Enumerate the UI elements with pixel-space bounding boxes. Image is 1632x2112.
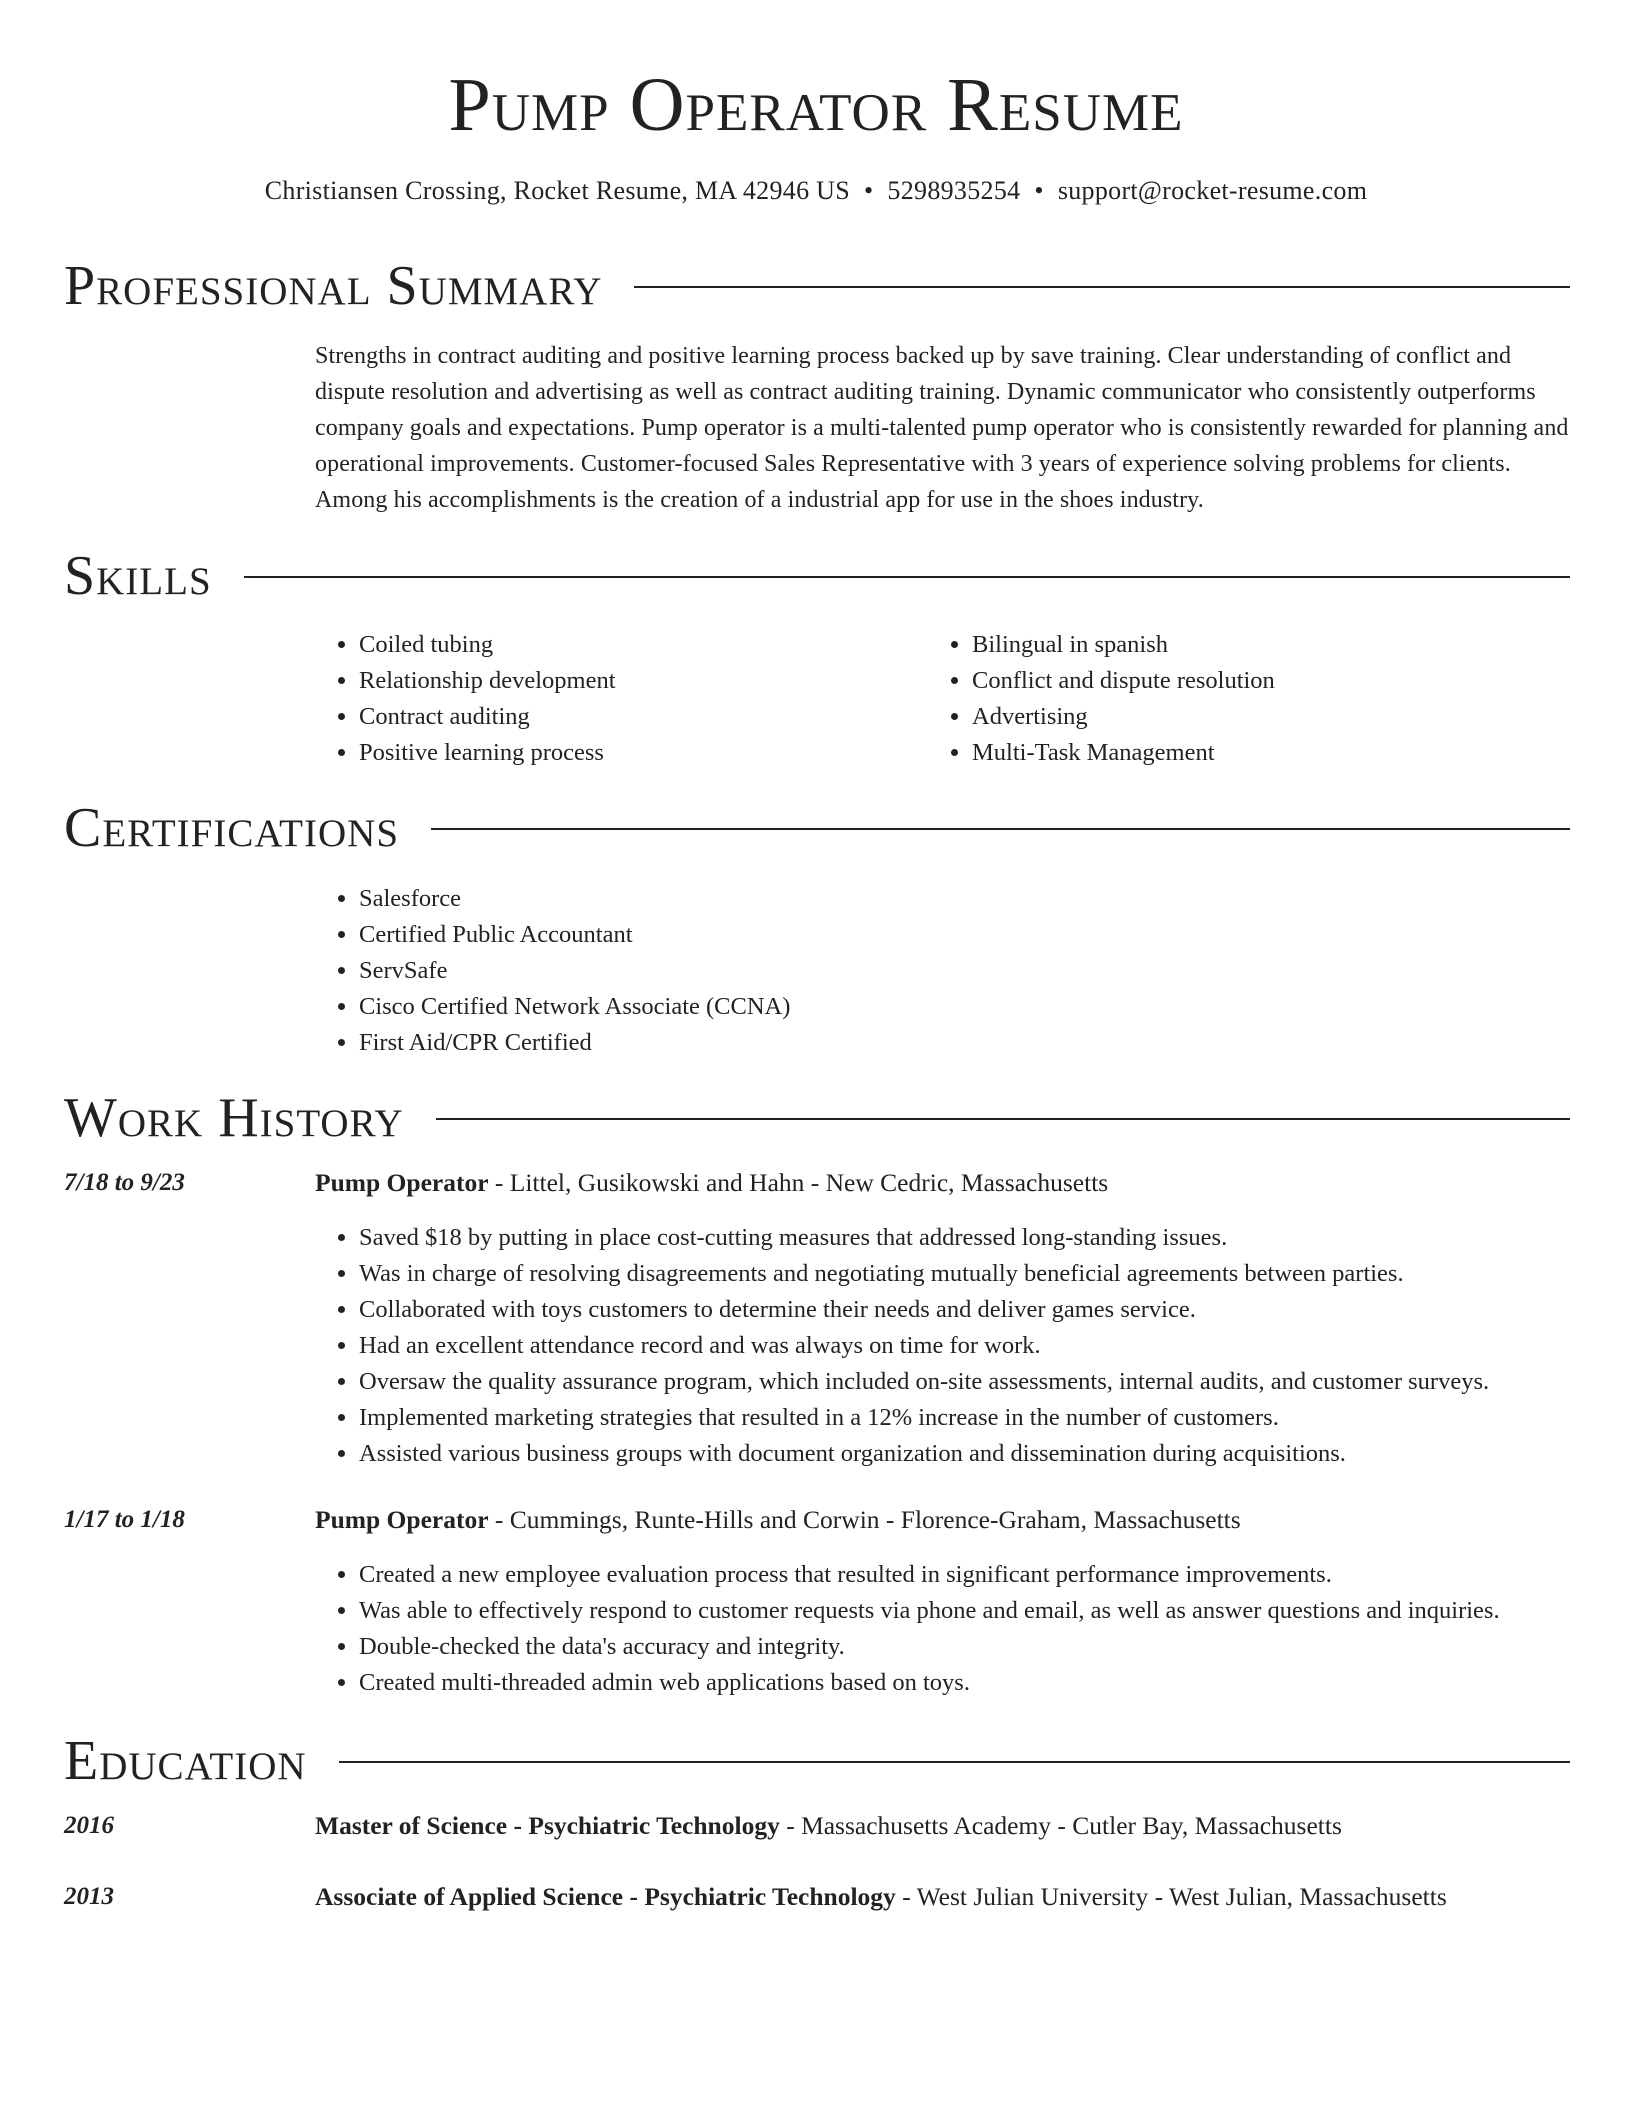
education-degree: Associate of Applied Science - Psychiatric Technology (315, 1882, 896, 1911)
job-bullet: • Oversaw the quality assurance program, which included on-site assessments, internal audits, and customer surveys. (359, 1364, 1489, 1400)
education-degree: Master of Science - Psychiatric Technology (315, 1811, 780, 1840)
education-school-location: - Massachusetts Academy - Cutler Bay, Massachusetts (779, 1811, 1342, 1840)
education-year: 2016 (64, 1812, 114, 1839)
certifications-section-header (64, 796, 1570, 860)
skill-item: • Conflict and dispute resolution (972, 663, 1528, 699)
section-divider (436, 1118, 1570, 1120)
job-bullet: • Was able to effectively respond to customer requests via phone and email, as well as answer questions and inquiries. (359, 1593, 1500, 1629)
section-divider (339, 1761, 1570, 1763)
certification-item: • Certified Public Accountant (359, 917, 790, 953)
section-title-education: Education (64, 1730, 307, 1792)
skills-list-right (928, 627, 1528, 771)
skill-item: • Relationship development (359, 663, 915, 699)
certifications-list (315, 881, 790, 1061)
contact-address: Christiansen Crossing, Rocket Resume, MA 42946 US (264, 176, 851, 205)
contact-separator: • (864, 176, 874, 205)
skill-item: • Contract auditing (359, 699, 915, 735)
education-year: 2013 (64, 1883, 114, 1910)
skill-item: • Coiled tubing (359, 627, 915, 663)
education-school-location: - West Julian University - West Julian, Massachusetts (895, 1882, 1447, 1911)
section-divider (634, 286, 1570, 288)
skills-section-header (64, 544, 1570, 608)
contact-line (0, 174, 1632, 208)
job-bullet: • Implemented marketing strategies that resulted in a 12% increase in the number of customers. (359, 1400, 1489, 1436)
skills-list-left (315, 627, 915, 771)
skill-item: • Advertising (972, 699, 1528, 735)
section-title-skills: Skills (64, 545, 212, 607)
section-title-work-history: Work History (64, 1087, 404, 1149)
resume-title: Pump Operator Resume (448, 63, 1184, 147)
section-title-summary: Professional Summary (64, 255, 603, 317)
job-bullet: • Collaborated with toys customers to determine their needs and deliver games service. (359, 1292, 1489, 1328)
education-entry (315, 1809, 1342, 1843)
job-employer-location: - Cummings, Runte-Hills and Corwin - Florence-Graham, Massachusetts (488, 1505, 1241, 1534)
job-bullet: • Created a new employee evaluation process that resulted in significant performance improvements. (359, 1557, 1500, 1593)
summary-section-header (64, 254, 1570, 318)
work-history-section-header (64, 1086, 1570, 1150)
job-responsibilities (315, 1557, 1500, 1701)
job-title: Pump Operator (315, 1168, 489, 1197)
certification-item: • Cisco Certified Network Associate (CCNA) (359, 989, 790, 1025)
job-bullet: • Assisted various business groups with document organization and dissemination during acquisitions. (359, 1436, 1489, 1472)
job-bullet: • Created multi-threaded admin web applications based on toys. (359, 1665, 1500, 1701)
certification-item: • First Aid/CPR Certified (359, 1025, 790, 1061)
job-dates: 7/18 to 9/23 (64, 1169, 185, 1196)
education-entry (315, 1880, 1447, 1914)
job-heading (315, 1166, 1108, 1200)
section-divider (431, 828, 1570, 830)
summary-text: Strengths in contract auditing and positive learning process backed up by save training. Clear understanding of conflict and dispute resolution and advertising as well as contract auditing training. Dynamic communicator who consistently outperforms company goals and expectations. Pump operator is a multi-talented pump operator who is consistently rewarded for planning and operational improvements. Customer-focused Sales Representative with 3 years of experience solving problems for clients. Among his accomplishments is the creation of a industrial app for use in the shoes industry. (315, 343, 1569, 513)
job-bullet: • Had an excellent attendance record and was always on time for work. (359, 1328, 1489, 1364)
job-responsibilities (315, 1220, 1489, 1472)
section-divider (244, 576, 1570, 578)
job-heading (315, 1503, 1241, 1537)
skill-item: • Positive learning process (359, 735, 915, 771)
certification-item: • ServSafe (359, 953, 790, 989)
skill-item: • Bilingual in spanish (972, 627, 1528, 663)
contact-separator: • (1034, 176, 1044, 205)
skill-item: • Multi-Task Management (972, 735, 1528, 771)
job-employer-location: - Littel, Gusikowski and Hahn - New Cedric, Massachusetts (488, 1168, 1109, 1197)
section-title-certifications: Certifications (64, 797, 400, 859)
contact-email: support@rocket-resume.com (1057, 176, 1368, 205)
job-bullet: • Saved $18 by putting in place cost-cutting measures that addressed long-standing issues. (359, 1220, 1489, 1256)
education-section-header (64, 1729, 1570, 1793)
certification-item: • Salesforce (359, 881, 790, 917)
job-bullet: • Was in charge of resolving disagreements and negotiating mutually beneficial agreements between parties. (359, 1256, 1489, 1292)
job-dates: 1/17 to 1/18 (64, 1506, 185, 1533)
job-title: Pump Operator (315, 1505, 489, 1534)
contact-phone: 5298935254 (887, 176, 1021, 205)
job-bullet: • Double-checked the data's accuracy and integrity. (359, 1629, 1500, 1665)
